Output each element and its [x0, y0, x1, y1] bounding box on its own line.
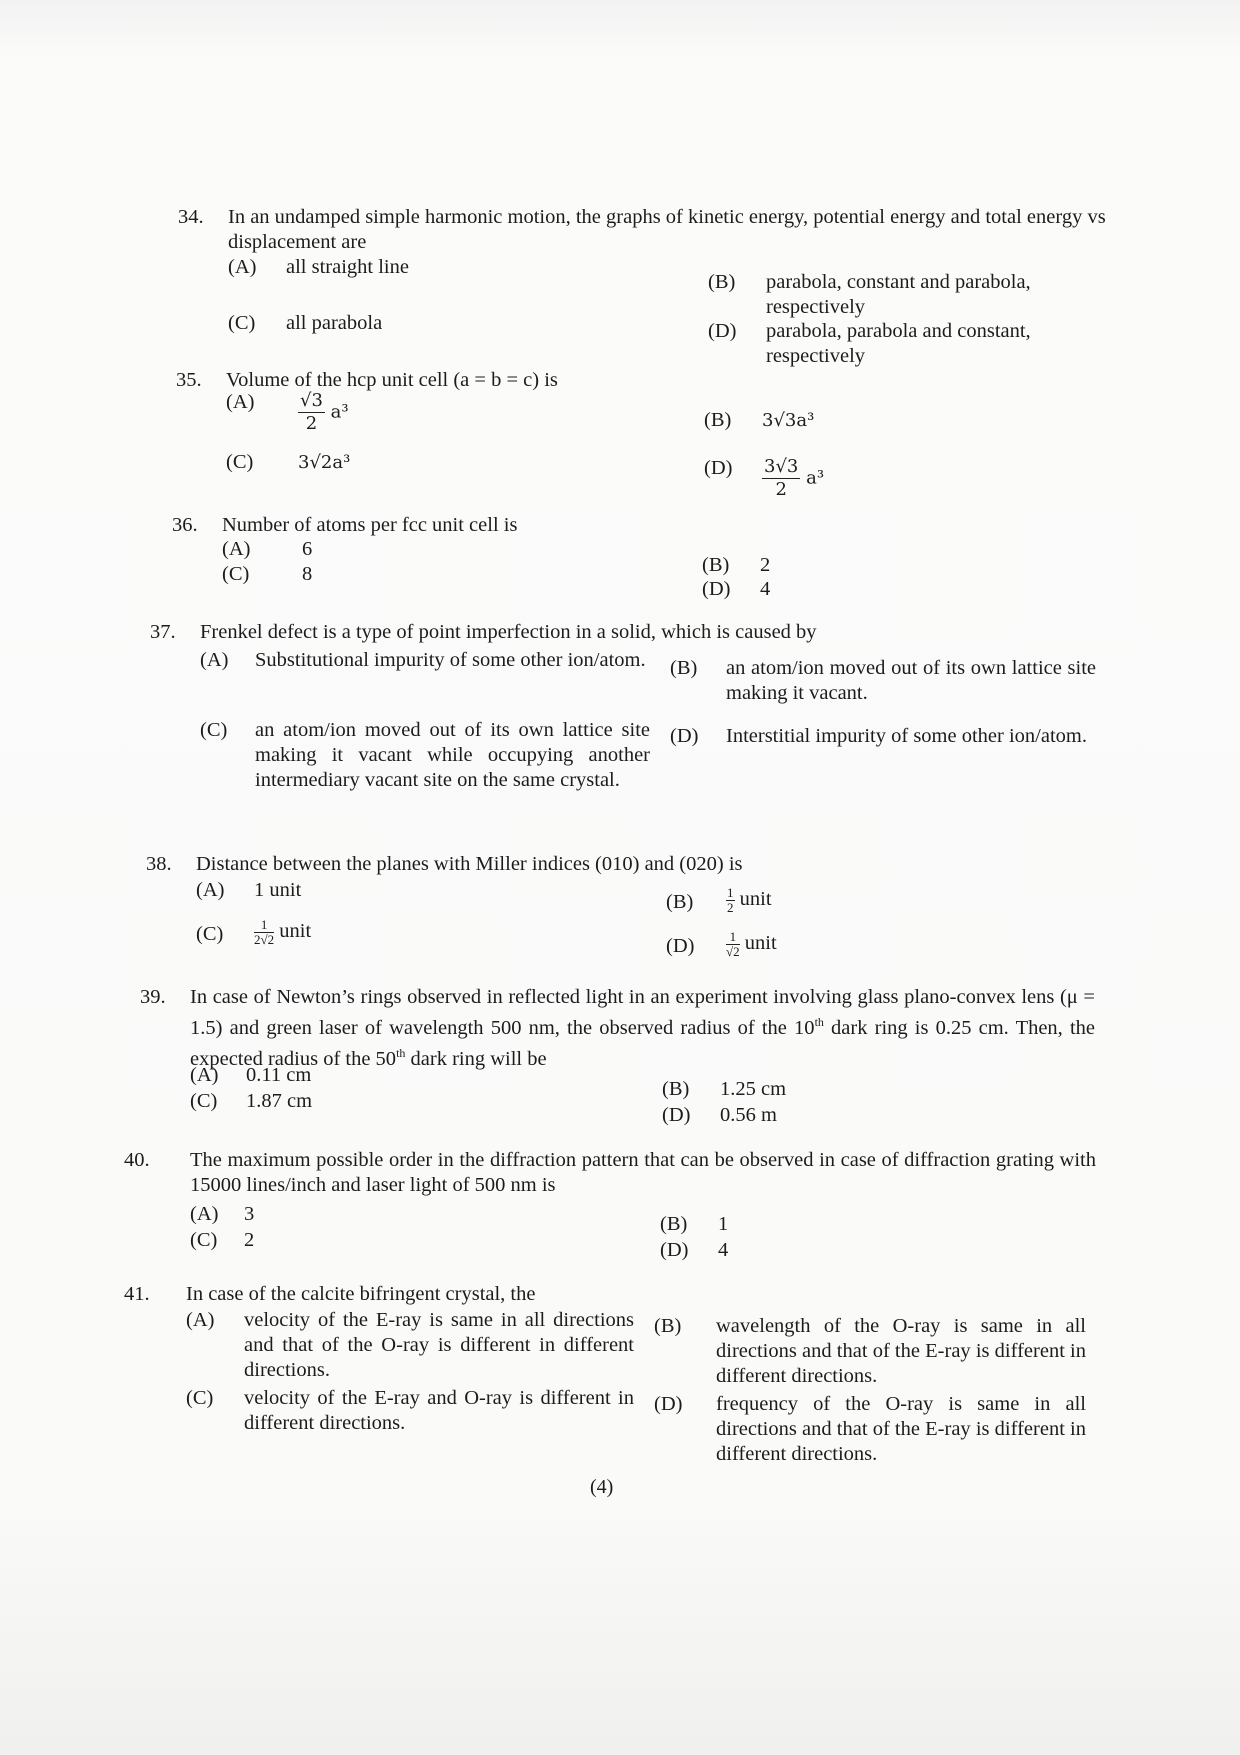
- option-text: 8: [302, 563, 313, 585]
- question-41: [124, 1282, 1100, 1482]
- fraction: [298, 390, 325, 435]
- option-label: (A): [190, 1203, 219, 1225]
- option-label: (B): [654, 1315, 682, 1337]
- option-text: [298, 390, 349, 435]
- question-number: 40.: [124, 1149, 150, 1171]
- option-label: (C): [200, 719, 228, 741]
- option-label: (D): [702, 578, 731, 600]
- option-text: [726, 886, 772, 915]
- option-label: (C): [196, 923, 224, 945]
- option-text: all straight line: [286, 256, 409, 278]
- question-stem: In an undamped simple harmonic motion, the graphs of kinetic energy, potential energy and total energy vs displacement are: [228, 206, 1106, 253]
- option-label: (B): [702, 554, 730, 576]
- fraction: [726, 886, 735, 915]
- option-label: (C): [186, 1387, 214, 1409]
- question-stem: [190, 985, 1095, 1072]
- superscript: th: [814, 1015, 824, 1029]
- denominator: √2: [726, 944, 740, 959]
- option-label: (A): [222, 538, 251, 560]
- option-label: (D): [654, 1393, 683, 1415]
- unit: unit: [279, 920, 312, 943]
- question-35: [176, 368, 1106, 523]
- option-text: velocity of the E-ray and O-ray is different in different directions.: [244, 1387, 634, 1434]
- option-text: 1.25 cm: [720, 1078, 787, 1100]
- question-39: [140, 985, 1100, 1125]
- option-text: 4: [760, 578, 771, 600]
- option-text: frequency of the O-ray is same in all directions and that of the E-ray is different in different directions.: [716, 1393, 1086, 1465]
- option-text: velocity of the E-ray is same in all directions and that of the O-ray is different in different directions.: [244, 1309, 634, 1381]
- denominator: 2√2: [254, 932, 275, 947]
- option-text: Interstitial impurity of some other ion/atom.: [726, 725, 1087, 747]
- option-text: 2: [244, 1229, 255, 1251]
- numerator: 1: [727, 885, 734, 900]
- option-text: [726, 930, 777, 959]
- question-number: 39.: [140, 986, 166, 1008]
- question-number: 41.: [124, 1283, 150, 1305]
- numerator: 1: [254, 918, 274, 933]
- question-40: [124, 1148, 1100, 1268]
- denominator: 2: [305, 413, 318, 434]
- option-label: (C): [222, 563, 250, 585]
- question-number: 34.: [178, 206, 204, 228]
- option-label: (D): [670, 725, 699, 747]
- question-37: [150, 620, 1100, 820]
- question-38: [146, 852, 1096, 972]
- question-stem: In case of the calcite bifringent crystal, the: [186, 1283, 536, 1305]
- page-number: (4): [590, 1476, 614, 1498]
- option-text: 2: [760, 554, 771, 576]
- option-text: an atom/ion moved out of its own lattice site making it vacant.: [726, 657, 1096, 704]
- option-label: (D): [666, 935, 695, 957]
- superscript: th: [396, 1045, 406, 1060]
- question-number: 38.: [146, 853, 172, 875]
- option-text: 4: [718, 1239, 729, 1261]
- option-text: all parabola: [286, 312, 383, 334]
- numerator: 1: [726, 930, 740, 945]
- option-label: (A): [228, 256, 257, 278]
- option-label: (A): [200, 649, 229, 671]
- question-stem: The maximum possible order in the diffraction pattern that can be observed in case of diffraction grating with 15000 lines/inch and laser light of 500 nm is: [190, 1149, 1096, 1196]
- option-text: 0.56 m: [720, 1104, 777, 1126]
- question-34: [178, 205, 1108, 375]
- option-label: (A): [186, 1309, 215, 1331]
- numerator: √3: [300, 390, 323, 411]
- option-text: 6: [302, 538, 313, 560]
- term: a³: [806, 467, 825, 489]
- question-number: 37.: [150, 621, 176, 643]
- option-label: (A): [196, 879, 225, 901]
- option-label: (D): [708, 320, 737, 342]
- option-text: 3√3a³: [762, 410, 815, 431]
- option-label: (A): [226, 391, 255, 413]
- option-label: (B): [708, 271, 736, 293]
- option-label: (B): [704, 409, 732, 431]
- option-text: an atom/ion moved out of its own lattice site making it vacant while occupying another intermediary vacant site on the same crystal.: [255, 719, 650, 791]
- question-36: [172, 513, 1102, 598]
- option-label: (D): [704, 457, 733, 479]
- option-text: 1.87 cm: [246, 1090, 313, 1112]
- option-label: (B): [670, 657, 698, 679]
- option-label: (A): [190, 1064, 219, 1086]
- fraction: [726, 930, 740, 959]
- option-label: (B): [662, 1078, 690, 1100]
- question-stem: Volume of the hcp unit cell (a = b = c) is: [226, 369, 558, 391]
- option-label: (C): [228, 312, 256, 334]
- option-label: (C): [190, 1229, 218, 1251]
- denominator: 2: [775, 479, 787, 500]
- unit: unit: [744, 932, 777, 955]
- question-stem: Frenkel defect is a type of point imperfection in a solid, which is caused by: [200, 621, 817, 643]
- unit: unit: [739, 888, 772, 911]
- numerator: 3√3: [764, 456, 799, 477]
- option-text: 1: [718, 1213, 729, 1235]
- option-label: (C): [226, 451, 254, 473]
- stem-part: dark ring will be: [405, 1047, 547, 1070]
- question-number: 36.: [172, 514, 198, 536]
- option-text: wavelength of the O-ray is same in all directions and that of the E-ray is different in different directions.: [716, 1315, 1086, 1387]
- option-text: 1 unit: [254, 879, 302, 901]
- stem-part: In case of Newton’s rings observed in reflected light in an experiment involving glass plano-convex lens (μ = 1.5) and green laser of wavelength 500 nm, the observed radius of the 10: [190, 986, 1095, 1039]
- option-text: parabola, constant and parabola, respectively: [766, 271, 1031, 318]
- option-label: (D): [660, 1239, 689, 1261]
- question-stem: Distance between the planes with Miller indices (010) and (020) is: [196, 853, 743, 875]
- fraction: [254, 918, 274, 947]
- option-label: (B): [660, 1213, 688, 1235]
- question-stem: Number of atoms per fcc unit cell is: [222, 514, 518, 536]
- option-text: 3√2a³: [298, 452, 351, 473]
- option-text: 0.11 cm: [246, 1064, 312, 1086]
- option-text: Substitutional impurity of some other ion/atom.: [255, 649, 646, 671]
- option-text: 3: [244, 1203, 255, 1225]
- term: a³: [330, 401, 349, 423]
- stem-part: dark ring is 0.25 cm. Then, the expected radius of the 50: [190, 1016, 1095, 1070]
- option-text: parabola, parabola and constant, respectively: [766, 320, 1031, 367]
- fraction: [762, 456, 800, 501]
- question-number: 35.: [176, 369, 202, 391]
- option-text: [254, 918, 311, 947]
- option-label: (C): [190, 1090, 218, 1112]
- option-label: (D): [662, 1104, 691, 1126]
- option-text: [762, 456, 824, 501]
- denominator: 2: [727, 900, 734, 915]
- option-label: (B): [666, 891, 694, 913]
